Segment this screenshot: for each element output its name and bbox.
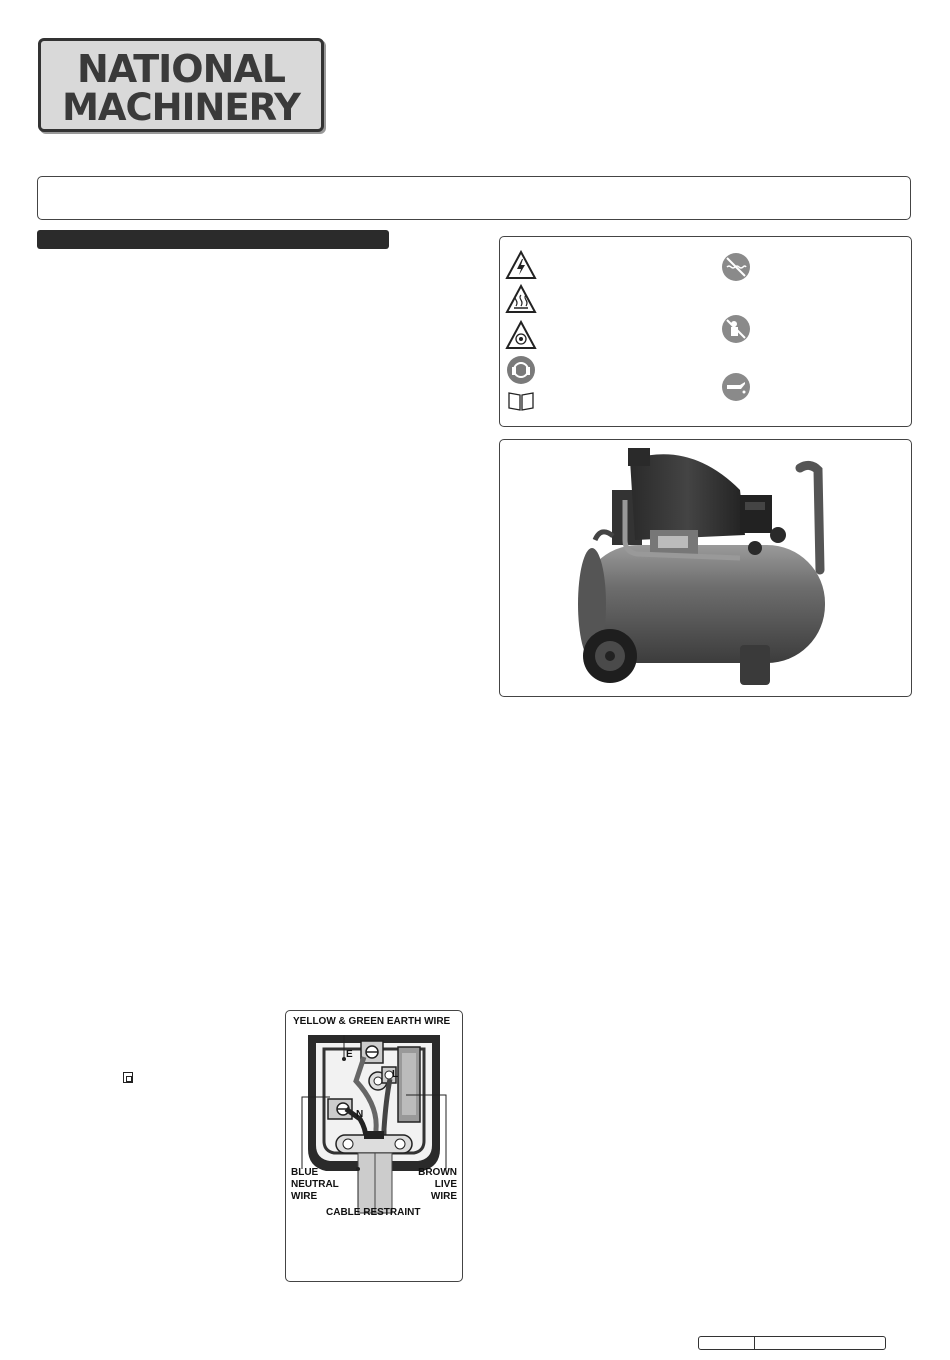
cable-restraint-label: CABLE RESTRAINT xyxy=(326,1207,421,1218)
ear-protection-icon xyxy=(505,355,537,385)
hot-surface-warning-icon xyxy=(505,284,537,314)
no-children-icon xyxy=(720,313,752,345)
national-machinery-logo xyxy=(38,38,324,132)
logo-line-1: NATIONAL xyxy=(76,47,286,91)
earth-terminal-label: E xyxy=(346,1049,353,1060)
live-terminal-label: L xyxy=(392,1069,399,1080)
earth-wire-label: YELLOW & GREEN EARTH WIRE xyxy=(293,1016,451,1027)
title-box xyxy=(37,176,911,220)
plug-wiring-diagram-panel xyxy=(285,1010,463,1282)
logo-line-2: MACHINERY xyxy=(62,86,300,129)
neutral-wire-label: BLUE NEUTRAL WIRE xyxy=(291,1167,339,1202)
section-header-bar xyxy=(37,230,389,249)
read-manual-icon xyxy=(505,389,537,413)
double-insulation-icon xyxy=(123,1072,133,1083)
neutral-terminal-label: N xyxy=(356,1109,364,1120)
automatic-start-warning-icon xyxy=(505,320,537,350)
air-compressor-image xyxy=(500,440,911,696)
electric-shock-warning-icon xyxy=(505,250,537,280)
footer-reference-box xyxy=(698,1336,886,1350)
live-wire-label: BROWN LIVE WIRE xyxy=(418,1167,457,1202)
safety-symbols-panel xyxy=(499,236,912,427)
check-oil-icon xyxy=(720,371,752,403)
no-water-icon xyxy=(720,251,752,283)
compressor-photo-panel xyxy=(499,439,912,697)
